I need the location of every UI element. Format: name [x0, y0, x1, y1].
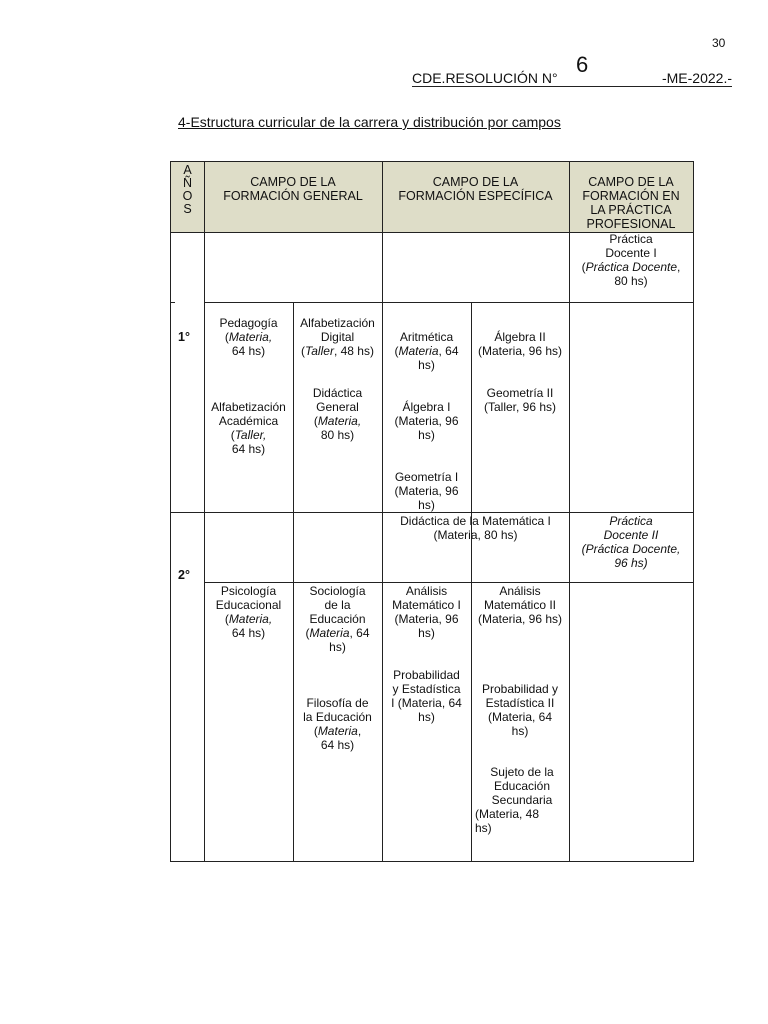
- subject-geometria-2: [471, 386, 569, 414]
- header-line: CAMPO DE LA: [432, 175, 519, 189]
- subject-didactica-general: [293, 386, 382, 442]
- resolution-suffix: -ME-2022.-: [661, 70, 732, 86]
- cell-line: de la: [324, 598, 351, 612]
- practica-docente-1: [569, 232, 693, 288]
- page-number: 30: [712, 36, 726, 50]
- subject-didactica-matematica-1: [382, 514, 569, 542]
- resolution-prefix: CDE.RESOLUCIÓN N°: [412, 70, 558, 86]
- cell-line: Matemático II: [483, 598, 557, 612]
- cell-line: Didáctica de la Matemática I: [400, 514, 551, 528]
- header-years-letter: O: [182, 189, 193, 203]
- cell-line: 80 hs): [614, 274, 648, 288]
- cell-line: 80 hs): [320, 428, 355, 442]
- cell-line: (Taller, 48 hs): [301, 344, 374, 358]
- subject-algebra-2: [471, 330, 569, 358]
- cell-line: Sociología: [309, 584, 366, 598]
- subject-probabilidad-estadistica-1: [382, 668, 471, 724]
- cell-line: Análisis: [405, 584, 448, 598]
- header-line: CAMPO DE LA: [588, 175, 674, 189]
- divider-year1-year2: [171, 512, 693, 513]
- cell-line: Alfabetización: [211, 400, 286, 414]
- subject-geometria-1: [382, 470, 471, 512]
- subject-sujeto-educacion-secundaria: [475, 765, 569, 835]
- cell-line: Estadística II: [485, 696, 555, 710]
- cell-line: Práctica: [609, 514, 653, 528]
- header-years-letter: A: [183, 163, 192, 177]
- cell-line: Sujeto de la: [490, 765, 554, 779]
- cell-line: Práctica: [609, 232, 653, 246]
- cell-line: hs): [418, 358, 435, 372]
- divider-year1-top: [204, 302, 693, 303]
- cell-line: (Materia, 96 hs): [477, 612, 563, 626]
- year-label-2: 2°: [178, 568, 190, 582]
- cell-line: Geometría I: [394, 470, 459, 484]
- subject-algebra-1: [382, 400, 471, 442]
- year-label-1: 1°: [178, 330, 190, 344]
- subject-probabilidad-estadistica-2: [471, 682, 569, 738]
- cell-line: Educación: [309, 612, 366, 626]
- cell-line: hs): [511, 724, 529, 738]
- cell-line: Digital: [320, 330, 355, 344]
- cell-line: I (Materia, 64: [391, 696, 462, 710]
- divider-year2-inner: [204, 582, 693, 583]
- cell-line: 96 hs): [614, 556, 648, 570]
- cell-line: Docente I: [605, 246, 657, 260]
- cell-line: Geometría II: [486, 386, 554, 400]
- header-formacion-practica: [569, 175, 693, 231]
- cell-line: hs): [418, 498, 435, 512]
- section-title: 4-Estructura curricular de la carrera y distribución por campos: [178, 114, 561, 130]
- header-line: FORMACIÓN ESPECÍFICA: [398, 189, 553, 203]
- cell-line: Pedagogía: [219, 316, 278, 330]
- header-line: FORMACIÓN EN: [582, 189, 680, 203]
- cell-line: (Materia, 96: [394, 612, 459, 626]
- cell-line: hs): [418, 710, 435, 724]
- cell-line: (Taller,: [230, 428, 267, 442]
- header-line: LA PRÁCTICA: [590, 203, 672, 217]
- cell-line: (Materia, 80 hs): [433, 528, 518, 542]
- cell-line: (Materia,: [224, 612, 273, 626]
- header-formacion-general: [204, 175, 382, 203]
- resolution-header: [412, 52, 732, 87]
- header-years: [171, 164, 204, 216]
- cell-line: Didáctica: [312, 386, 363, 400]
- cell-line: Probabilidad y: [481, 682, 559, 696]
- header-line: FORMACIÓN GENERAL: [223, 189, 363, 203]
- cell-line: (Taller, 96 hs): [483, 400, 557, 414]
- subject-sociologia-educacion: [293, 584, 382, 654]
- cell-line: la Educación: [303, 710, 372, 724]
- cell-line: (Materia, 48: [475, 807, 540, 821]
- cell-line: Educación: [493, 779, 551, 793]
- cell-line: 64 hs): [231, 626, 266, 640]
- cell-line: Filosofía de: [306, 696, 369, 710]
- cell-line: Psicología: [220, 584, 277, 598]
- cell-line: hs): [418, 626, 435, 640]
- cell-line: (Materia, 96: [394, 484, 459, 498]
- subject-pedagogia: [204, 316, 293, 358]
- subject-filosofia-educacion: [293, 696, 382, 752]
- cell-line: hs): [475, 821, 492, 835]
- cell-line: Secundaria: [491, 793, 553, 807]
- divider-years-left-top: [171, 302, 175, 303]
- subject-alfabetizacion-academica: [204, 400, 293, 456]
- header-years-letter: Ñ: [182, 176, 193, 190]
- header-line: PROFESIONAL: [586, 217, 676, 231]
- cell-line: Análisis: [499, 584, 541, 598]
- cell-line: (Materia,: [224, 330, 273, 344]
- cell-line: Álgebra I: [402, 400, 451, 414]
- cell-line: (Práctica Docente,: [581, 542, 681, 556]
- cell-line: (Materia, 64: [305, 626, 370, 640]
- resolution-number: 6: [576, 52, 589, 77]
- cell-line: Probabilidad: [393, 668, 460, 682]
- cell-line: (Materia,: [313, 414, 362, 428]
- subject-analisis-matematico-2: [471, 584, 569, 626]
- subject-alfabetizacion-digital: [293, 316, 382, 358]
- cell-line: Aritmética: [399, 330, 454, 344]
- cell-line: Académica: [218, 414, 279, 428]
- cell-line: hs): [329, 640, 346, 654]
- cell-line: General: [316, 400, 359, 414]
- cell-line: Alfabetización: [300, 316, 375, 330]
- cell-line: (Materia, 96: [394, 414, 459, 428]
- header-line: CAMPO DE LA: [250, 175, 336, 189]
- cell-line: (Materia, 96 hs): [477, 344, 563, 358]
- cell-line: (Práctica Docente,: [581, 260, 681, 274]
- cell-line: 64 hs): [231, 442, 266, 456]
- cell-line: 64 hs): [320, 738, 355, 752]
- cell-line: y Estadística: [392, 682, 461, 696]
- cell-line: Matemático I: [392, 598, 461, 612]
- cell-line: (Materia, 64: [394, 344, 459, 358]
- practica-docente-2: [569, 514, 693, 570]
- curriculum-table: [170, 161, 694, 862]
- subject-aritmetica: [382, 330, 471, 372]
- cell-line: (Materia,: [313, 724, 362, 738]
- cell-line: hs): [418, 428, 435, 442]
- subject-analisis-matematico-1: [382, 584, 471, 640]
- cell-line: Docente II: [603, 528, 659, 542]
- header-years-letter: S: [183, 202, 192, 216]
- cell-line: Educacional: [215, 598, 282, 612]
- subject-psicologia-educacional: [204, 584, 293, 640]
- cell-line: Álgebra II: [494, 330, 546, 344]
- header-formacion-especifica: [382, 175, 569, 203]
- cell-line: (Materia, 64: [487, 710, 553, 724]
- cell-line: 64 hs): [231, 344, 266, 358]
